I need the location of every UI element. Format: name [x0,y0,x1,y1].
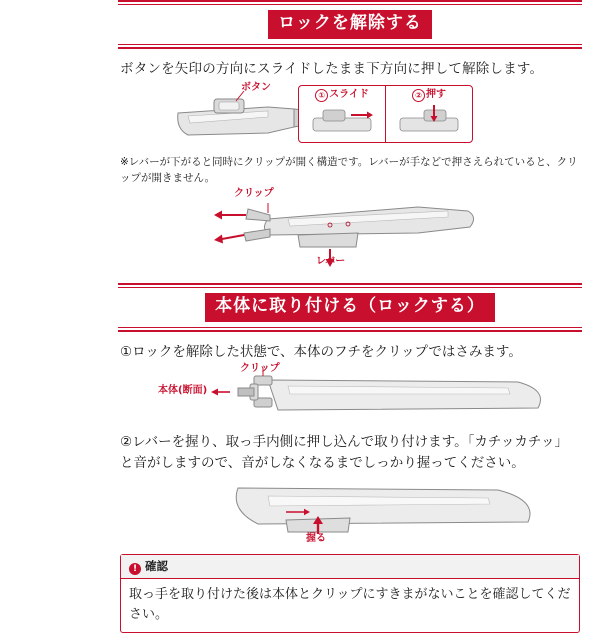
unlock-callout-panel [298,85,473,143]
confirm-heading-text: 確認 [145,559,168,574]
exclamation-icon: ! [129,563,141,575]
attach-step-2-text: ②レバーを握り、取っ手内側に押し込んで取り付けます。「カチッカチッ」と音がしますので、音がしなくなるまでしっかり握ってください。 [120,434,569,472]
grip-illustration [118,476,582,548]
header2-rule-top [118,283,582,285]
page-content [118,0,582,622]
figure-unlock-button [118,83,582,151]
step-1-label: スライド [329,89,369,101]
header2-rule-top-thin [118,287,582,288]
step-1-circle: ① [315,89,328,102]
header-rule-top [118,0,582,2]
step-2-label: 押す [426,89,446,101]
header2-bar-wrap [118,293,582,322]
unlock-note-text: ※レバーが下がると同時にクリップが開く構造です。レバーが手などで押さえられていると、クリップが開きません。 [120,156,578,185]
label-body-section: 本体(断面) [158,385,208,397]
figure-clip-lever [118,189,582,269]
step-2-circle: ② [412,89,425,102]
figure-grip [118,476,582,548]
confirm-header [121,555,579,579]
right-margin [582,0,600,600]
section-title-attach: 本体に取り付ける（ロックする） [205,293,495,322]
section-header-unlock [118,0,582,49]
slide-step-illustration [299,104,385,138]
figure-attach-clip [118,364,582,426]
confirm-box [120,554,580,633]
left-margin [0,0,118,600]
label-clip: クリップ [234,187,274,199]
unlock-body-text: ボタンを矢印の方向にスライドしたまま下方向に押して解除します。 [120,60,544,77]
press-step-illustration [386,104,472,138]
header-bar-wrap [118,10,582,39]
confirm-body-text: 取っ手を取り付けた後は本体とクリップにすきまがないことを確認してください。 [129,587,571,622]
clip-lever-illustration [118,189,582,269]
header2-rule-bottom [118,330,582,332]
label-clip-attach: クリップ [240,363,280,375]
header-rule-top-thin [118,4,582,5]
header-rule-bottom-thin [118,44,582,45]
callout-step-1-heading [299,89,385,102]
label-button: ボタン [241,82,271,94]
callout-step-1 [299,86,385,142]
callout-step-2-heading [386,89,472,102]
header2-rule-bottom-thin [118,327,582,328]
header-rule-bottom [118,47,582,49]
section-title-unlock: ロックを解除する [268,10,432,39]
label-grip: 握る [306,533,326,545]
callout-step-2 [385,86,472,142]
attach-step-1-text: ①ロックを解除した状態で、本体のフチをクリップではさみます。 [120,343,522,360]
label-lever: レバー [316,255,346,267]
section-header-attach [118,283,582,332]
